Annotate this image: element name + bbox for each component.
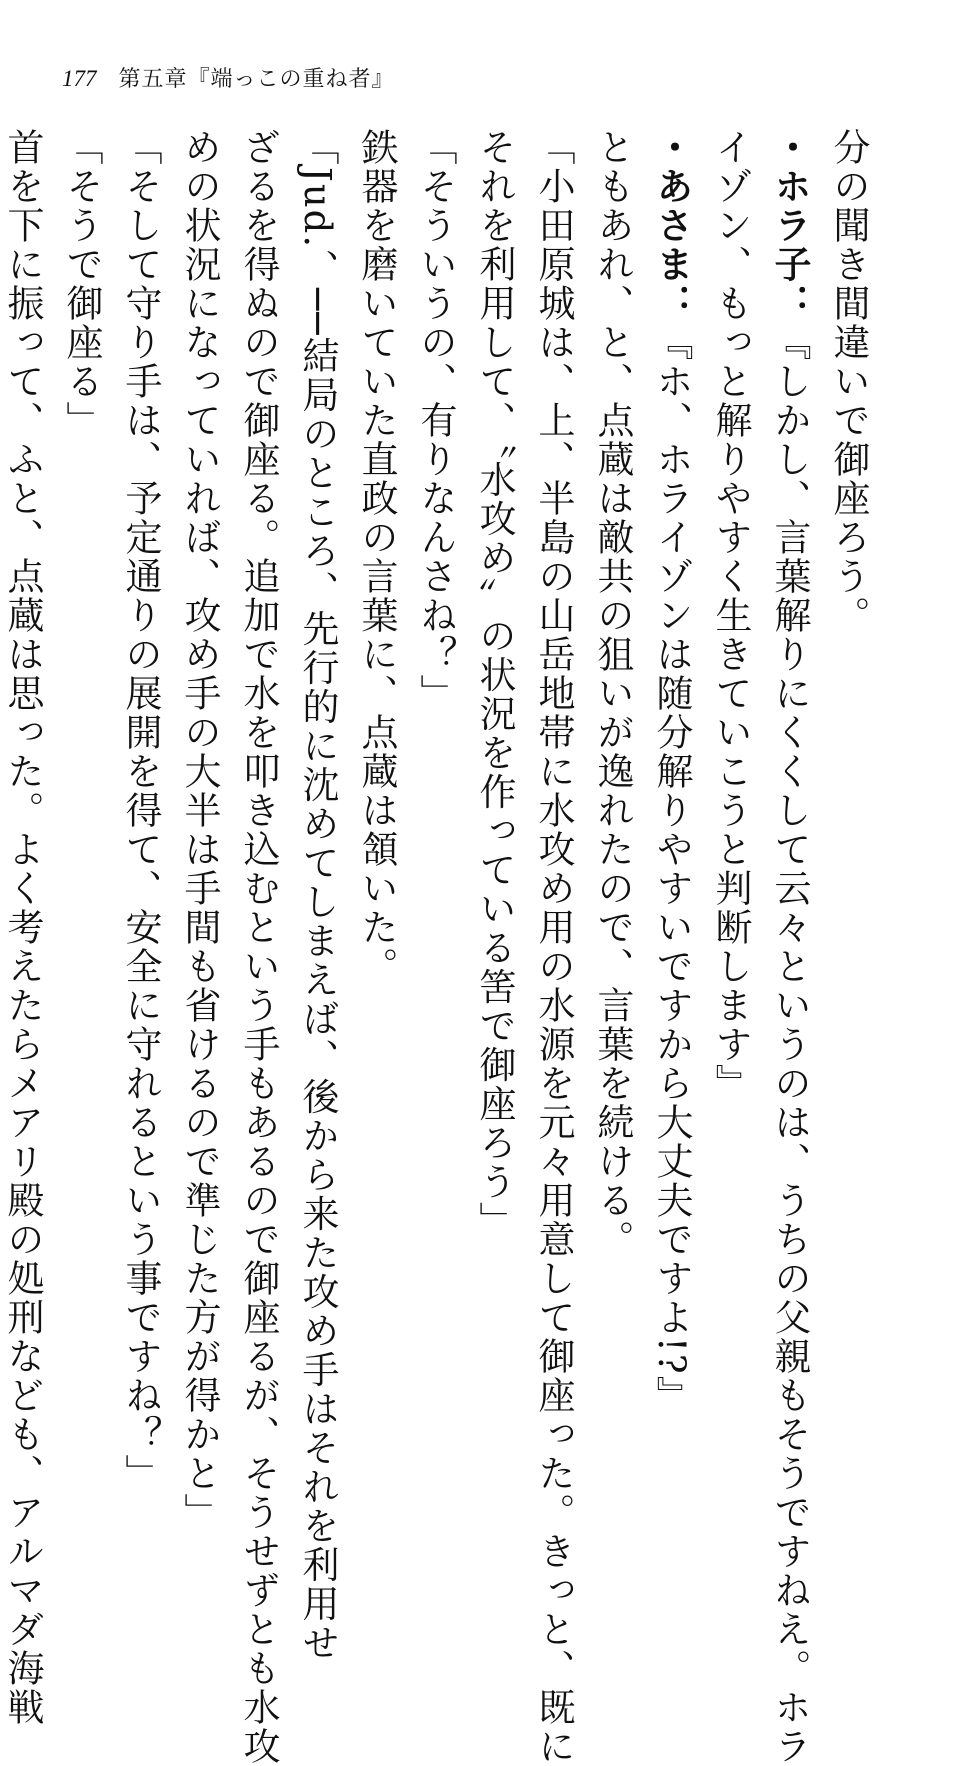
text-line-13: 「そして守り手は、予定通りの展開を得て、安全に守れるという事ですね？」 — [119, 128, 162, 1493]
text-line-14: 「そうで御座る」 — [60, 128, 103, 440]
text-line-4: ・あさま：『ホ、ホライゾンは随分解りやすいですから大丈夫ですよ!?』 — [650, 128, 693, 1415]
running-title: 第五章『端っこの重ね者』 — [118, 67, 395, 92]
text-line-9: 鉄器を磨いていた直政の言葉に、点蔵は頷いた。 — [355, 128, 398, 986]
speaker-label: ・あさま： — [650, 128, 693, 323]
text-line-10: 「Jud.、──結局のところ、先行的に沈めてしまえば、後から来た攻め手はそれを利用せ — [296, 128, 339, 1663]
text-line-1: 分の聞き間違いで御座ろう。 — [827, 128, 870, 635]
speaker-label: ・ホラ子： — [768, 128, 811, 323]
text-line-7: それを利用して、〝水攻め〟の状況を作っている筈で御座ろう」 — [473, 128, 516, 1241]
text-line-6: 「小田原城は、上、半島の山岳地帯に水攻め用の水源を元々用意して御座った。きっと、既に — [532, 128, 575, 1766]
vertical-body-text — [1, 128, 878, 1766]
text-line-11: ざるを得ぬので御座る。追加で水を叩き込むという手もあるので御座るが、そうせずとも水攻 — [237, 128, 280, 1766]
text-line-15: 首を下に振って、ふと、点蔵は思った。よく考えたらメアリ殿の処刑なども、アルマダ海戦 — [1, 128, 44, 1727]
page-number: 177 — [62, 66, 97, 91]
text-line-5: ともあれ、と、点蔵は敵共の狙いが逸れたので、言葉を続ける。 — [591, 128, 634, 1259]
text-line-3: イゾン、もっと解りやすく生きていこうと判断します』 — [709, 128, 752, 1103]
text-line-2: ・ホラ子：『しかし、言葉解りにくくして云々というのは、うちの父親もそうですねえ。ホラ — [768, 128, 811, 1766]
page-header — [62, 62, 395, 94]
text-line-8: 「そういうの、有りなんさね？」 — [414, 128, 457, 713]
text-line-12: めの状況になっていれば、攻め手の大半は手間も省けるので準じた方が得かと」 — [178, 128, 221, 1532]
